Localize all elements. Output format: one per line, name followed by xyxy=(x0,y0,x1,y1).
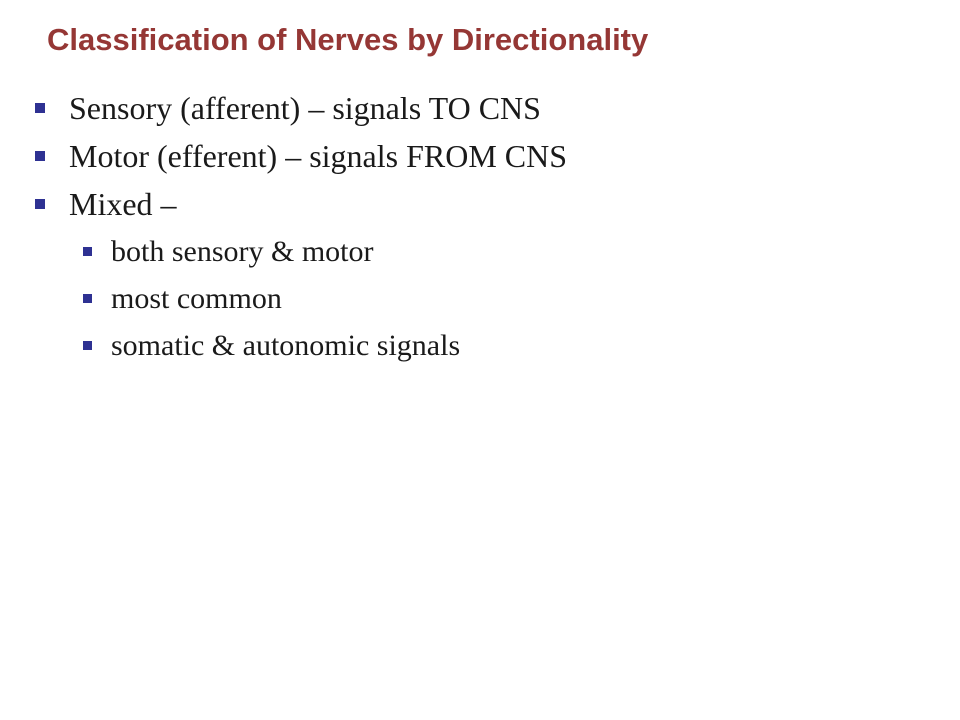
sub-bullet-list xyxy=(83,228,615,369)
bullet-text: Mixed – xyxy=(69,185,177,222)
bullet-text: Motor (efferent) – signals FROM CNS xyxy=(69,137,568,174)
sub-bullet-item xyxy=(83,228,615,275)
bullet-text: Sensory (afferent) – signals TO CNS xyxy=(69,89,541,126)
bullet-item-motor xyxy=(35,132,567,180)
sub-bullet-text: somatic & autonomic signals xyxy=(111,328,461,362)
bullet-item-mixed xyxy=(35,180,567,228)
sub-bullet-item xyxy=(83,275,615,322)
sub-bullet-group xyxy=(35,228,567,369)
sub-bullet-text: most common xyxy=(111,281,282,315)
slide-title: Classification of Nerves by Directionality xyxy=(47,22,649,57)
bullet-list xyxy=(35,84,567,369)
square-bullet-icon xyxy=(35,151,45,161)
square-bullet-icon xyxy=(35,199,45,209)
square-bullet-icon xyxy=(83,294,92,303)
square-bullet-icon xyxy=(35,103,45,113)
sub-bullet-text: both sensory & motor xyxy=(111,234,374,268)
square-bullet-icon xyxy=(83,247,92,256)
sub-bullet-item xyxy=(83,322,615,369)
square-bullet-icon xyxy=(83,341,92,350)
bullet-item-sensory xyxy=(35,84,567,132)
